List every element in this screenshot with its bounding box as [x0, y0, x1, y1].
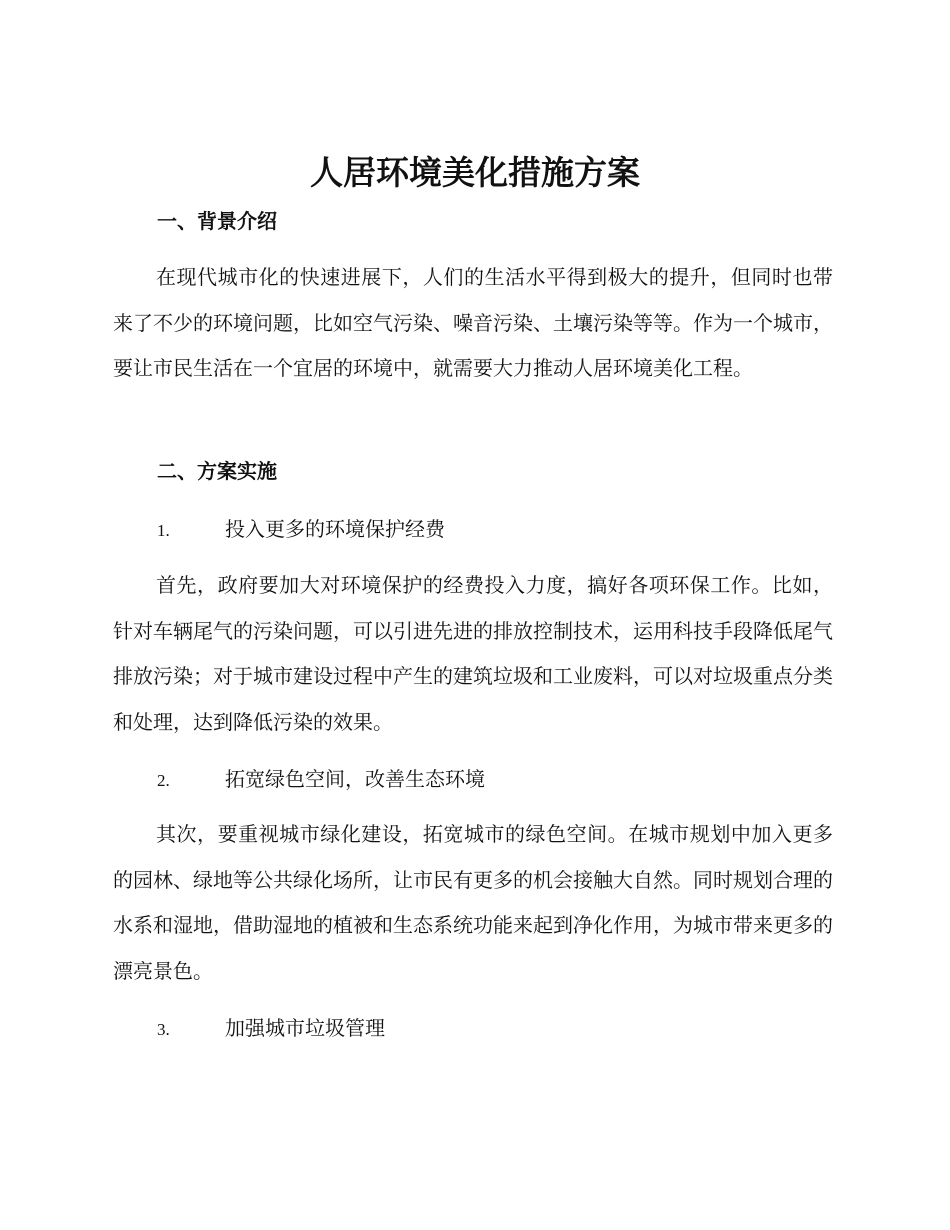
list-item-number: 2.	[157, 771, 170, 790]
list-item-title: 加强城市垃圾管理	[225, 1016, 385, 1040]
list-item-title: 投入更多的环境保护经费	[225, 517, 445, 541]
list-item-1	[157, 514, 445, 546]
list-item-title: 拓宽绿色空间，改善生态环境	[225, 767, 485, 791]
list-item-number: 3.	[157, 1020, 170, 1039]
paragraph-background: 在现代城市化的快速进展下，人们的生活水平得到极大的提升，但同时也带来了不少的环境问题，比如空气污染、噪音污染、土壤污染等等。作为一个城市，要让市民生活在一个宜居的环境中，就需要大力推动人居环境美化工程。	[113, 265, 833, 380]
document-title: 人居环境美化措施方案	[310, 153, 640, 192]
list-item-2	[157, 764, 485, 796]
list-item-3	[157, 1013, 385, 1045]
paragraph-funding: 首先，政府要加大对环境保护的经费投入力度，搞好各项环保工作。比如，针对车辆尾气的污染问题，可以引进先进的排放控制技术，运用科技手段降低尾气排放污染；对于城市建设过程中产生的建筑垃圾和工业废料，可以对垃圾重点分类和处理，达到降低污染的效果。	[113, 573, 833, 734]
paragraph-green-space: 其次，要重视城市绿化建设，拓宽城市的绿色空间。在城市规划中加入更多的园林、绿地等公共绿化场所，让市民有更多的机会接触大自然。同时规划合理的水系和湿地，借助湿地的植被和生态系统功能来起到净化作用，为城市带来更多的漂亮景色。	[113, 822, 833, 983]
section-heading-implementation: 二、方案实施	[157, 459, 277, 483]
list-item-number: 1.	[157, 521, 170, 540]
section-heading-background: 一、背景介绍	[157, 209, 277, 233]
